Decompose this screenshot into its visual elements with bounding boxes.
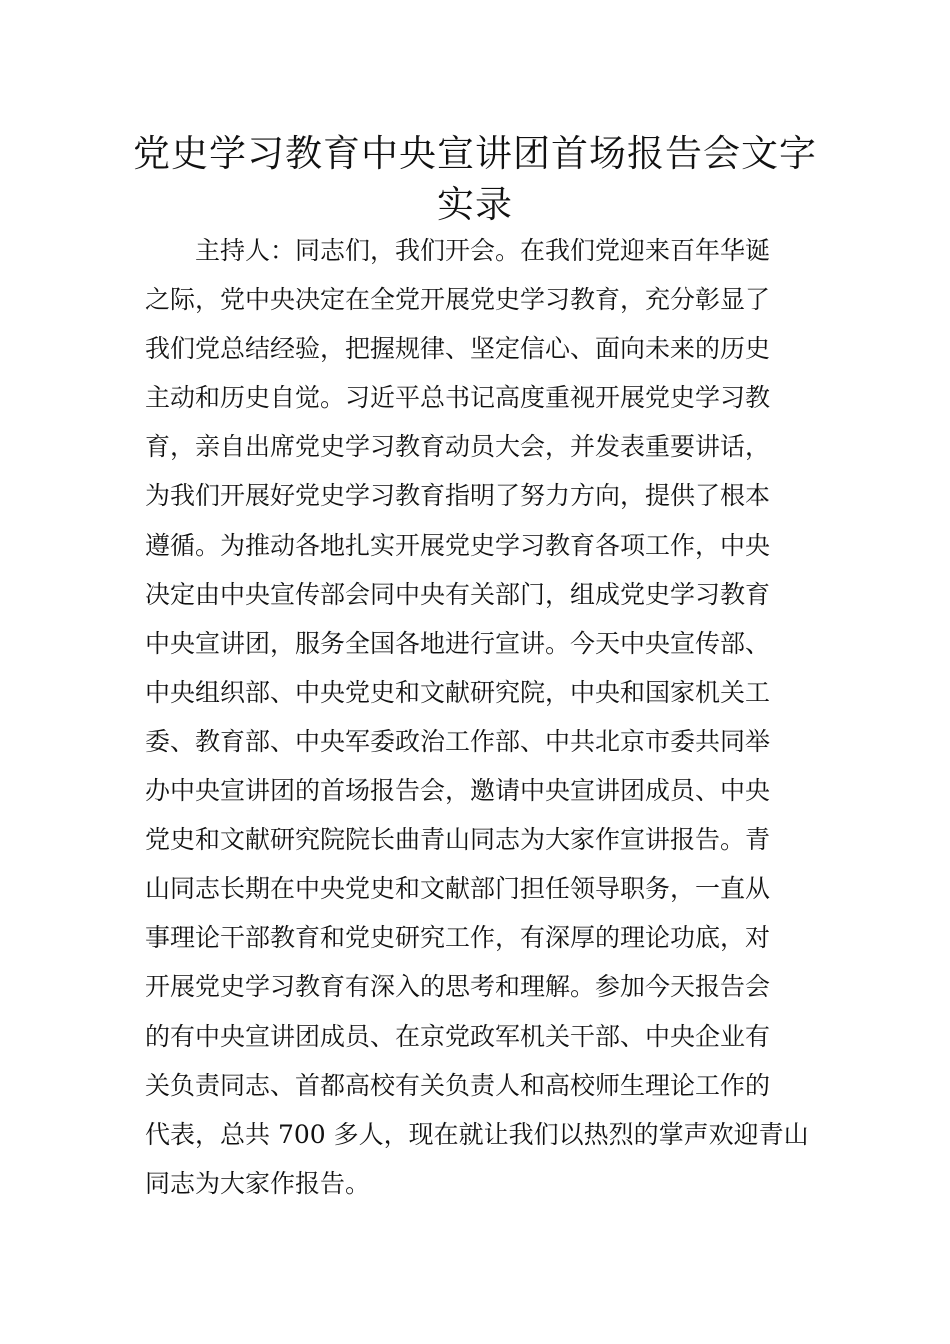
- paragraph-line: 为我们开展好党史学习教育指明了努力方向，提供了根本: [145, 481, 771, 511]
- paragraph-line: 遵循。为推动各地扎实开展党史学习教育各项工作，中央: [145, 530, 771, 560]
- paragraph-line: 关负责同志、首都高校有关负责人和高校师生理论工作的: [145, 1070, 771, 1100]
- paragraph-line: 办中央宣讲团的首场报告会，邀请中央宣讲团成员、中央: [145, 776, 771, 806]
- title-line-1: 党史学习教育中央宣讲团首场报告会文字: [133, 132, 817, 175]
- paragraph-line: 中央组织部、中央党史和文献研究院，中央和国家机关工: [145, 677, 771, 707]
- paragraph-line: 决定由中央宣传部会同中央有关部门，组成党史学习教育: [145, 579, 771, 609]
- paragraph-line: 委、教育部、中央军委政治工作部、中共北京市委共同举: [145, 726, 771, 756]
- paragraph-line: 的有中央宣讲团成员、在京党政军机关干部、中央企业有: [145, 1021, 771, 1051]
- paragraph-line: 我们党总结经验，把握规律、坚定信心、面向未来的历史: [145, 334, 771, 364]
- paragraph-line: 主动和历史自觉。习近平总书记高度重视开展党史学习教: [145, 383, 771, 413]
- paragraph-line: 主持人：同志们，我们开会。在我们党迎来百年华诞: [195, 236, 771, 265]
- paragraph-line: 事理论干部教育和党史研究工作，有深厚的理论功底，对: [145, 923, 771, 953]
- paragraph-line: 开展党史学习教育有深入的思考和理解。参加今天报告会: [145, 972, 771, 1002]
- paragraph-line: 党史和文献研究院院长曲青山同志为大家作宣讲报告。青: [145, 825, 771, 855]
- paragraph-line: 中央宣讲团，服务全国各地进行宣讲。今天中央宣传部、: [145, 628, 771, 658]
- paragraph-line: 代表，总共 700 多人，现在就让我们以热烈的掌声欢迎青山: [145, 1119, 809, 1149]
- title-line-2: 实录: [437, 183, 513, 226]
- paragraph-line: 育，亲自出席党史学习教育动员大会，并发表重要讲话，: [145, 432, 771, 462]
- paragraph-line: 同志为大家作报告。: [145, 1168, 371, 1198]
- host-paragraph: [145, 226, 810, 1208]
- paragraph-line: 山同志长期在中央党史和文献部门担任领导职务，一直从: [145, 874, 771, 904]
- paragraph-line: 之际，党中央决定在全党开展党史学习教育，充分彰显了: [145, 285, 771, 315]
- document-title: [100, 128, 850, 230]
